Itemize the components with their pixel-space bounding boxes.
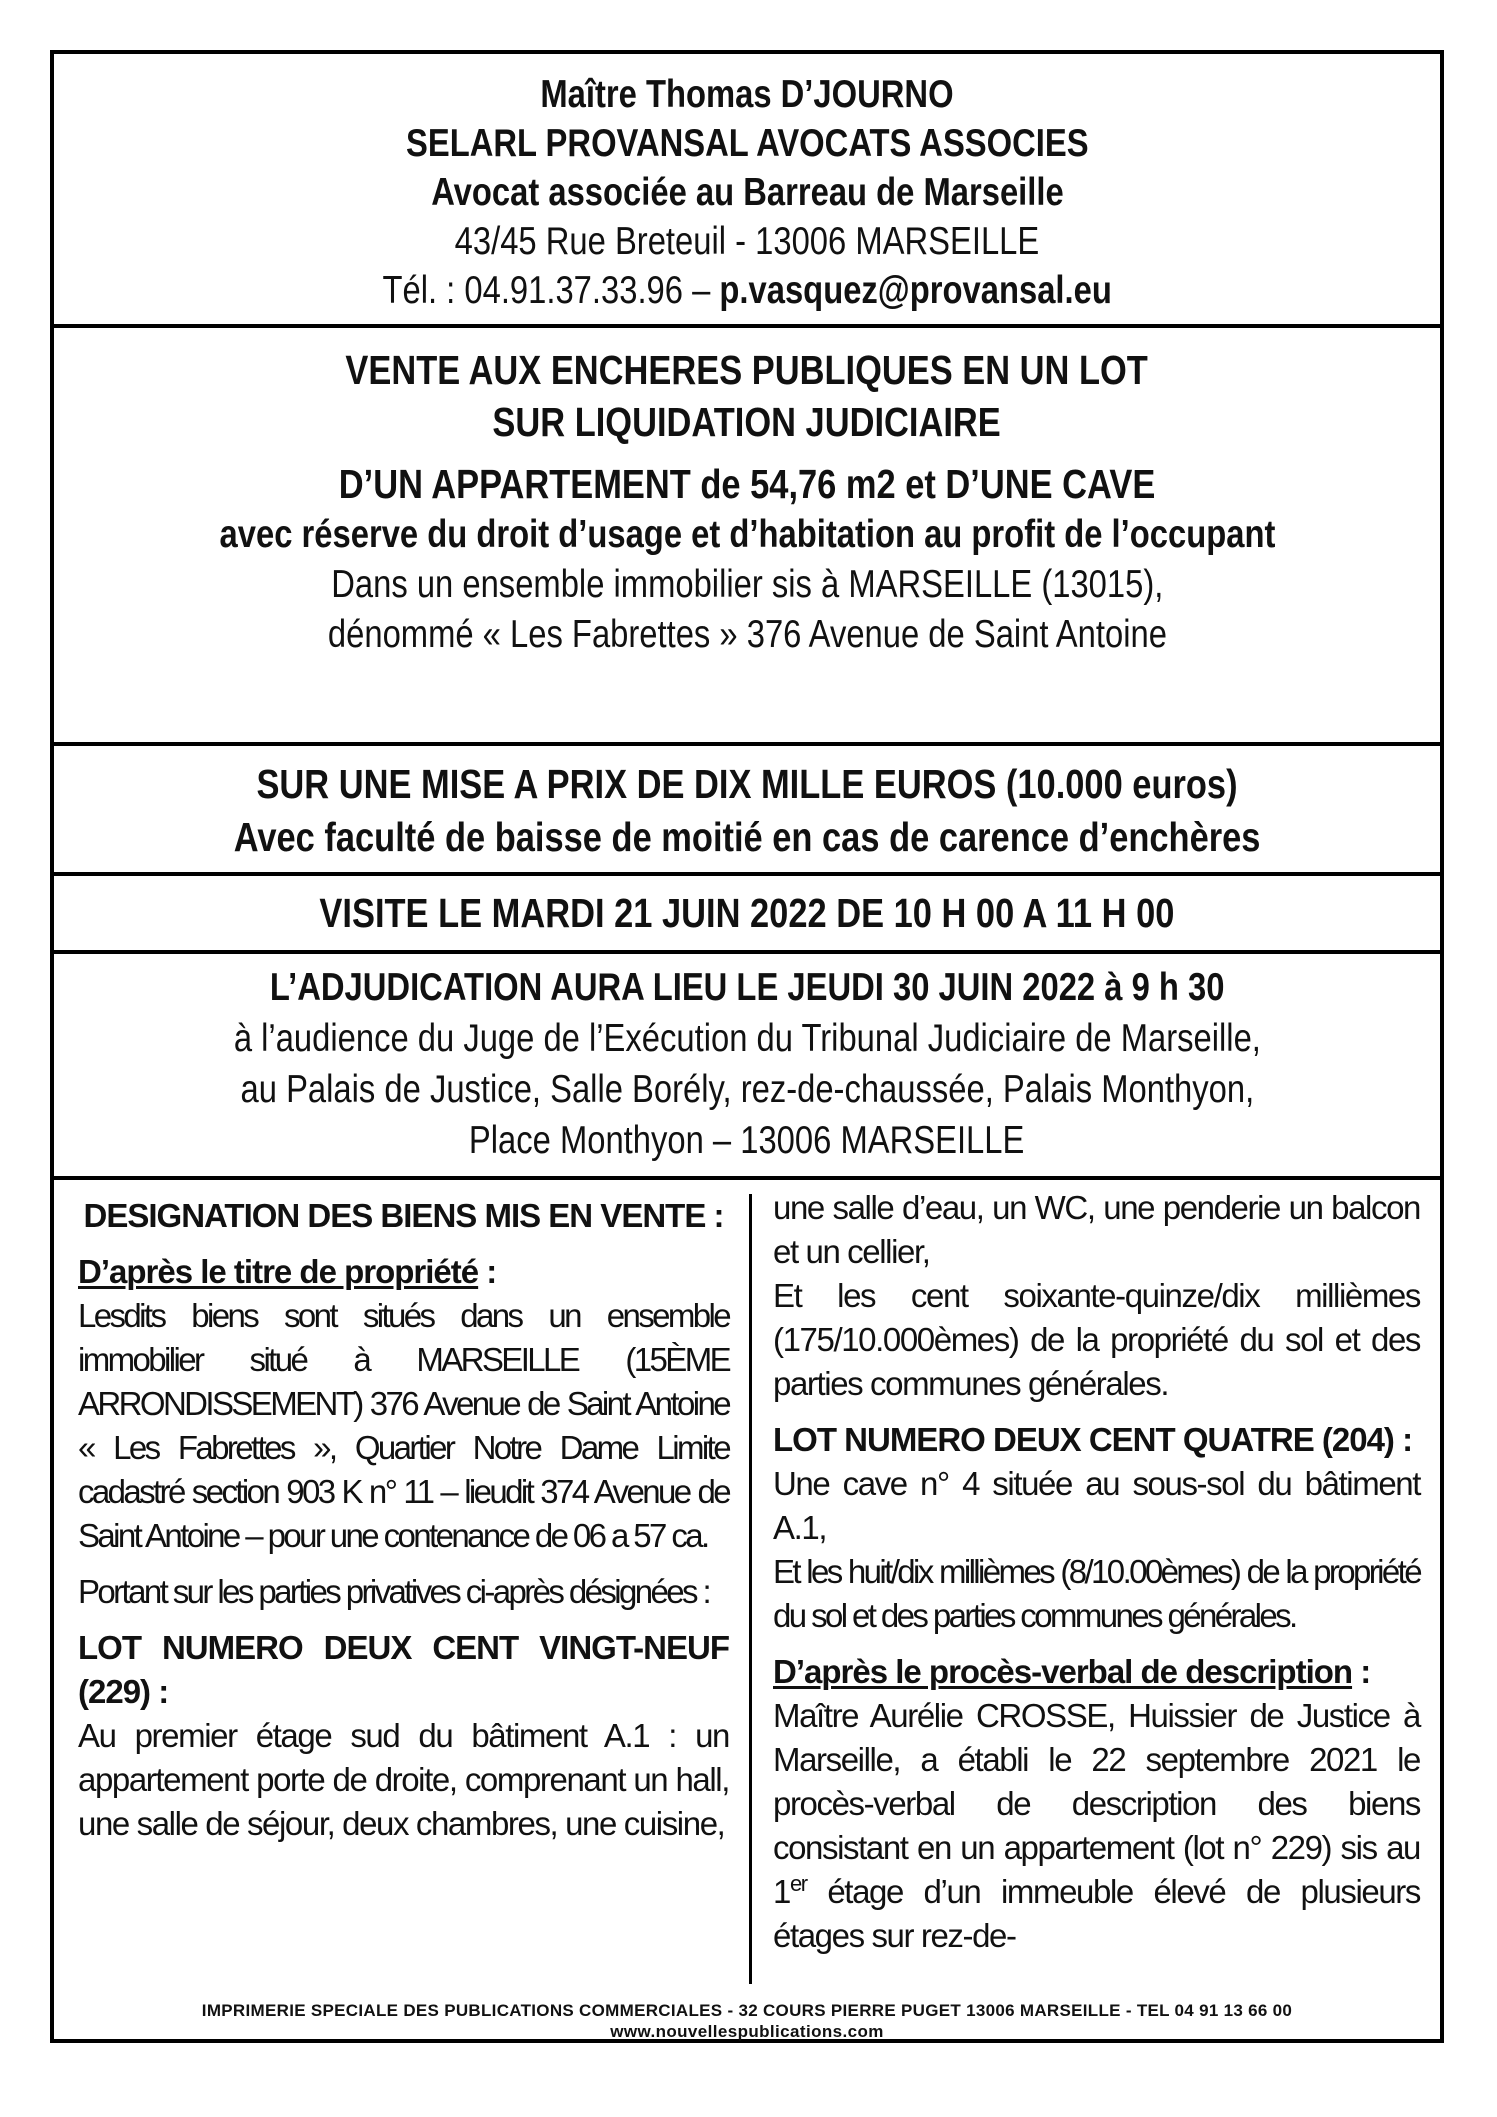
visit-date: VISITE LE MARDI 21 JUIN 2022 DE 10 H 00 A 11 H 00 [319,890,1175,936]
portant-text: Portant sur les parties privatives ci-après désignées : [78,1573,710,1610]
price-block [54,746,1440,876]
printer-website: www.nouvellespublications.com [610,2022,884,2041]
visit-block [54,876,1440,954]
email-address: p.vasquez@provansal.eu [719,269,1112,312]
lot229-share: Et les cent soixante-quinze/dix millièmes (175/10.000èmes) de la propriété du sol et des parties communes générales. [773,1277,1420,1402]
contact-line [382,266,1111,315]
designation-heading: DESIGNATION DES BIENS MIS EN VENTE : [83,1197,724,1234]
left-column [54,1180,751,2000]
sale-subtitle: SUR LIQUIDATION JUDICIAIRE [492,399,1002,445]
sale-block [54,328,1440,746]
announcement-frame [50,50,1444,2043]
firm-address: 43/45 Rue Breteuil - 13006 MARSEILLE [454,220,1040,263]
lawyer-name: Maître Thomas D’JOURNO [540,73,954,116]
title-text: Lesdits biens sont situés dans un ensemble immobilier situé à MARSEILLE (15ÈME ARRONDISSEMENT) 376 Avenue de Saint Antoine « Les Fabrettes », Quartier Notre Dame Limite cadastré section 903 K n° 11 – lieudit 374 Avenue de Saint Antoine – pour une contenance de 06 a 57 ca. [78,1297,729,1554]
lot204-text: Une cave n° 4 située au sous-sol du bâtiment A.1, [773,1465,1420,1546]
adjudication-court: à l’audience du Juge de l’Exécution du Tribunal Judiciaire de Marseille, [233,1017,1261,1060]
lot229-continued: une salle d’eau, un WC, une penderie un balcon et un cellier, [773,1189,1420,1270]
property-reserve: avec réserve du droit d’usage et d’habitation au profit de l’occupant [219,513,1275,556]
lot204-heading: LOT NUMERO DEUX CENT QUATRE (204) : [773,1421,1413,1458]
pv-heading: D’après le procès-verbal de description : [773,1653,1371,1690]
sale-title: VENTE AUX ENCHERES PUBLIQUES EN UN LOT [345,347,1149,393]
price-reduction: Avec faculté de baisse de moitié en cas de carence d’enchères [233,814,1261,860]
property-title: D’UN APPARTEMENT de 54,76 m2 et D’UNE CAVE [338,461,1156,507]
printer-footer [54,2000,1440,2043]
title-heading: D’après le titre de propriété : [78,1253,497,1290]
adjudication-venue: au Palais de Justice, Salle Borély, rez-de-chaussée, Palais Monthyon, [240,1068,1254,1111]
property-address: dénommé « Les Fabrettes » 376 Avenue de Saint Antoine [327,613,1167,656]
printer-info: IMPRIMERIE SPECIALE DES PUBLICATIONS COMMERCIALES - 32 COURS PIERRE PUGET 13006 MARSEILLE - TEL 04 91 13 66 00 [201,2001,1293,2020]
lot204-share: Et les huit/dix millièmes (8/10.00èmes) de la propriété du sol et des parties communes générales. [773,1553,1420,1634]
adjudication-block [54,954,1440,1180]
lawyer-header [54,54,1440,328]
lawyer-title: Avocat associée au Barreau de Marseille [430,171,1064,214]
phone-number: Tél. : 04.91.37.33.96 – [382,269,720,312]
right-column [751,1180,1444,2000]
lot229-text: Au premier étage sud du bâtiment A.1 : un appartement porte de droite, comprenant un hall, une salle de séjour, deux chambres, une cuisine, [78,1717,729,1842]
firm-name: SELARL PROVANSAL AVOCATS ASSOCIES [405,122,1089,165]
property-location: Dans un ensemble immobilier sis à MARSEILLE (13015), [330,563,1164,606]
adjudication-date: L’ADJUDICATION AURA LIEU LE JEUDI 30 JUIN 2022 à 9 h 30 [269,966,1225,1009]
adjudication-place: Place Monthyon – 13006 MARSEILLE [469,1119,1025,1162]
pv-text: Maître Aurélie CROSSE, Huissier de Justice à Marseille, a établi le 22 septembre 2021 le procès-verbal de description des biens consistant en un appartement (lot n° 229) sis au 1er étage d’un immeuble élevé de plusieurs étages sur rez-de- [773,1697,1420,1954]
starting-price: SUR UNE MISE A PRIX DE DIX MILLE EUROS (10.000 euros) [256,761,1238,807]
lot229-heading: LOT NUMERO DEUX CENT VINGT-NEUF (229) : [78,1629,729,1710]
